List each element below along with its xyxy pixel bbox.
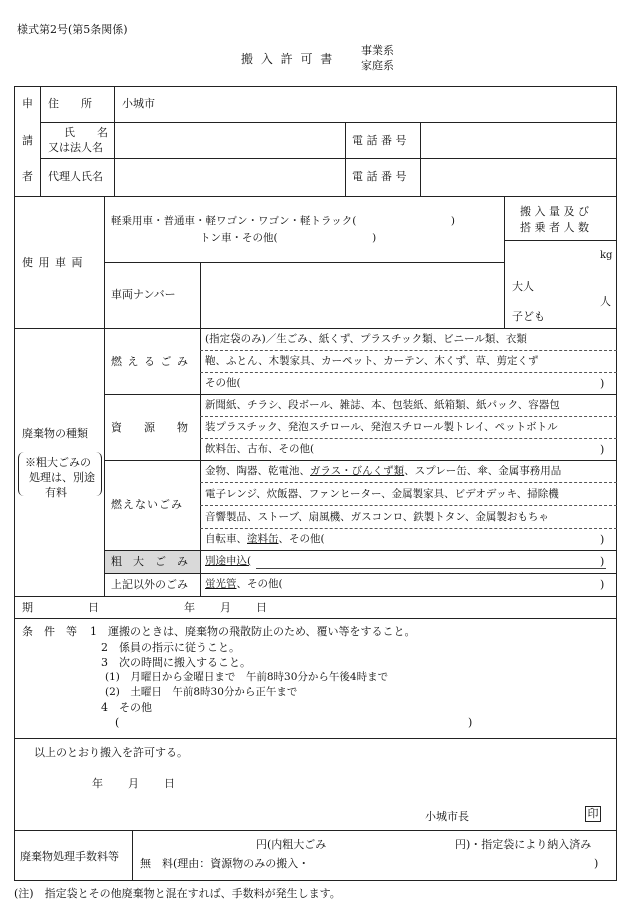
agent-phone-field[interactable] [422, 160, 615, 194]
vehicle-label: 使 用 車 両 [22, 256, 84, 269]
plate-field[interactable] [202, 264, 502, 326]
condition-4: 4 その他 [101, 701, 152, 714]
waste-note-1: ※粗大ごみの [25, 456, 91, 469]
adults-label: 大人 [512, 280, 534, 293]
nonburn-label: 燃えないごみ [111, 498, 183, 511]
nonburn-item-4[interactable]: 自転車、塗料缶、その他( [205, 533, 325, 545]
conditions-label: 条 件 等 [22, 625, 77, 638]
permit-statement: 以上のとおり搬入を許可する。 [34, 746, 188, 759]
condition-4-field[interactable] [124, 714, 464, 730]
burnable-item-1[interactable]: (指定袋のみ)／生ごみ、紙くず、プラスチック類、ビニール類、衣類 [205, 333, 527, 345]
waste-label: 廃棄物の種類 [22, 427, 88, 440]
burnable-label: 燃 え る ご み [111, 355, 189, 368]
footer-note: (注) 指定袋とその他廃棄物と混在すれば、手数料が発生します。 [14, 887, 341, 900]
fee-label: 廃棄物処理手数料等 [20, 850, 119, 863]
mayor-label: 小城市長 [425, 810, 469, 823]
agent-label: 代理人氏名 [48, 170, 103, 183]
fee-paid-bag[interactable]: 円)・指定袋により納入済み [455, 838, 592, 851]
type-business-label: 事業系 [361, 44, 394, 57]
name-field[interactable] [116, 124, 344, 156]
waste-note-3: 有料 [45, 486, 67, 499]
resource-item-2[interactable]: 装プラスチック、発泡スチロール、発泡スチロール製トレイ、ペットボトル [205, 421, 558, 433]
burnable-item-2[interactable]: 鞄、ふとん、木製家具、カーペット、カーテン、木くず、草、剪定くず [205, 355, 539, 367]
condition-3: 3 次の時間に搬入すること。 [101, 656, 251, 669]
bulky-value[interactable]: 別途申込( [205, 555, 252, 567]
period-year[interactable]: 年 [184, 601, 195, 614]
children-label: 子ども [512, 310, 545, 323]
period-month[interactable]: 月 [220, 601, 231, 614]
unit-kg: kg [600, 250, 613, 261]
waste-note-2: 処理は、別途 [29, 471, 95, 484]
condition-3-2: (2) 土曜日 午前8時30分から正午まで [105, 686, 298, 698]
load-title-1: 搬 入 量 及 び [520, 205, 589, 218]
applicant-side-1: 申 [22, 97, 33, 110]
resource-item-3[interactable]: 飲料缶、古布、その他( [205, 443, 315, 455]
vehicle-types-line2[interactable]: トン車・その他( ) [200, 232, 377, 244]
resource-label: 資 源 物 [111, 421, 188, 434]
phone-field[interactable] [422, 124, 615, 156]
vehicle-types-line1[interactable]: 軽乗用車・普通車・軽ワゴン・ワゴン・軽トラック( ) [111, 215, 455, 227]
other-waste-value[interactable]: 蛍光管、その他( [205, 578, 283, 590]
resource-item-1[interactable]: 新聞紙、チラシ、段ボール、雑誌、本、包装紙、紙箱類、紙パック、容器包 [205, 399, 560, 411]
other-waste-label: 上記以外のごみ [111, 578, 188, 591]
bulky-label: 粗 大 ご み [111, 555, 188, 568]
applicant-side-3: 者 [22, 170, 33, 183]
agent-phone-label: 電 話 番 号 [352, 170, 407, 183]
official-seal: 印 [585, 806, 601, 822]
fee-free-reason[interactable]: 無 料(理由：資源物のみの搬入・ [140, 857, 310, 870]
nonburn-item-3[interactable]: 音響製品、ストーブ、扇風機、ガスコンロ、鉄製トタン、金属製おもちゃ [205, 511, 549, 523]
form-title: 搬 入 許 可 書 [241, 52, 335, 66]
condition-4-open-paren: ( [115, 716, 120, 729]
permit-year[interactable]: 年 [92, 777, 103, 790]
agent-field[interactable] [116, 160, 344, 194]
period-day[interactable]: 日 [256, 601, 267, 614]
nonburn-close-paren: ) [600, 533, 605, 546]
phone-label: 電 話 番 号 [352, 134, 407, 147]
permit-day[interactable]: 日 [164, 777, 175, 790]
condition-1: 1 運搬のときは、廃棄物の飛散防止のため、覆い等をすること。 [90, 625, 416, 638]
address-value[interactable]: 小城市 [122, 97, 155, 110]
burnable-close-paren: ) [600, 377, 605, 390]
form-number: 様式第2号(第5条関係) [17, 23, 128, 36]
address-label: 住 所 [48, 97, 92, 110]
nonburn-item-2[interactable]: 電子レンジ、炊飯器、ファンヒーター、金属製家具、ビデオデッキ、掃除機 [205, 488, 559, 500]
persons-label: 人 [600, 295, 611, 308]
applicant-side-2: 請 [22, 134, 33, 147]
resource-close-paren: ) [600, 443, 605, 456]
other-close-paren: ) [600, 578, 605, 591]
fee-close-paren: ) [594, 857, 599, 870]
type-household-label: 家庭系 [361, 59, 394, 72]
name-label-2: 又は法人名 [48, 141, 103, 154]
burnable-item-3[interactable]: その他( [205, 377, 241, 389]
fee-yen-bulky[interactable]: 円(内粗大ごみ [256, 838, 327, 851]
plate-label: 車両ナンバー [111, 288, 176, 301]
period-label: 期 日 [22, 601, 99, 614]
permit-month[interactable]: 月 [128, 777, 139, 790]
condition-3-1: (1) 月曜日から金曜日まで 午前8時30分から午後4時まで [105, 671, 389, 683]
nonburn-item-1[interactable]: 金物、陶器、乾電池、ガラス・びんくず類、スプレー缶、傘、金属事務用品 [205, 465, 562, 477]
condition-4-close-paren: ) [468, 716, 473, 729]
bulky-close-paren: ) [600, 555, 605, 568]
load-title-2: 搭 乗 者 人 数 [520, 221, 589, 234]
name-label-1: 氏 名 [64, 126, 108, 139]
condition-2: 2 係員の指示に従うこと。 [101, 641, 240, 654]
